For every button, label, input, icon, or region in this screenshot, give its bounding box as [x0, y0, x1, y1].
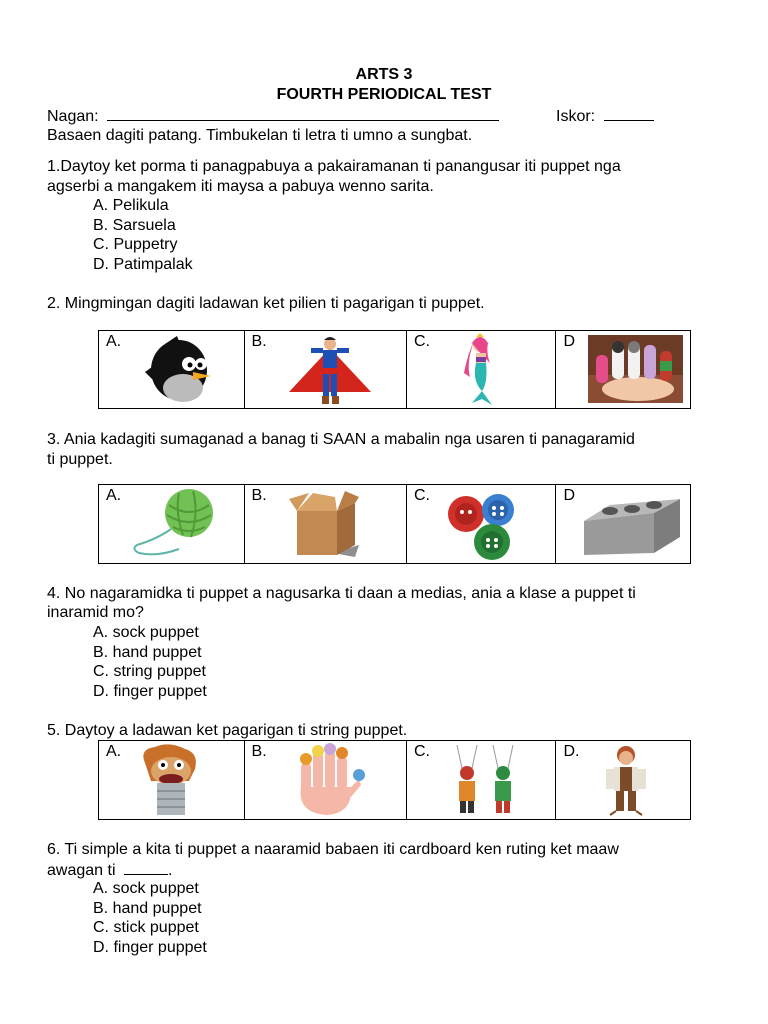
q5-image-table	[98, 740, 691, 820]
q5-choice-b[interactable]	[245, 741, 407, 819]
q3-image-table	[98, 484, 691, 564]
q2-label-d: D	[563, 333, 576, 350]
wooden-puppet-icon	[596, 743, 656, 817]
q4-option-c[interactable]: C. string puppet	[93, 663, 206, 680]
q2-label-a: A.	[106, 333, 122, 350]
q3-label-b: B.	[251, 487, 267, 504]
q5-label-d: D.	[563, 743, 580, 760]
q2-choice-d[interactable]	[556, 331, 690, 408]
q6-option-c[interactable]: C. stick puppet	[93, 919, 199, 936]
q6-option-d[interactable]: D. finger puppet	[93, 939, 207, 956]
q6-option-a[interactable]: A. sock puppet	[93, 880, 199, 897]
string-puppets-icon	[447, 743, 527, 817]
q3-choice-b[interactable]	[245, 485, 407, 563]
finger-puppets-hand-icon	[287, 743, 367, 817]
concrete-block-icon	[582, 491, 682, 557]
q4-option-b[interactable]: B. hand puppet	[93, 644, 202, 661]
q1-text-line2: agserbi a mangakem iti maysa a pabuya wenno sarita.	[47, 178, 434, 195]
q5-text: 5. Daytoy a ladawan ket pagarigan ti string puppet.	[47, 722, 408, 739]
q2-text: 2. Mingmingan dagiti ladawan ket pilien ti pagarigan ti puppet.	[47, 295, 485, 312]
q4-option-a[interactable]: A. sock puppet	[93, 624, 199, 641]
score-blank[interactable]	[604, 106, 654, 121]
finger-puppets-photo-icon	[588, 335, 683, 403]
q3-label-d: D	[563, 487, 576, 504]
q5-choice-a[interactable]	[99, 741, 245, 819]
q3-choice-c[interactable]	[407, 485, 557, 563]
q2-label-c: C.	[413, 333, 430, 350]
name-blank[interactable]	[107, 106, 499, 121]
q2-choice-b[interactable]	[245, 331, 407, 408]
q3-text-line2: ti puppet.	[47, 451, 113, 468]
q6-option-b[interactable]: B. hand puppet	[93, 900, 202, 917]
test-title: ARTS 3	[355, 66, 413, 83]
q4-text-line1: 4. No nagaramidka ti puppet a nagusarka ti daan a medias, ania a klase a puppet ti	[47, 585, 636, 602]
score-label: Iskor:	[556, 108, 596, 125]
q6-line2-prefix: awagan ti	[47, 862, 116, 879]
q1-option-c[interactable]: C. Puppetry	[93, 236, 178, 253]
buttons-icon	[444, 488, 524, 562]
q2-image-table	[98, 330, 691, 409]
q1-option-d[interactable]: D. Patimpalak	[93, 256, 193, 273]
sock-puppet-icon	[135, 743, 205, 817]
q1-option-b[interactable]: B. Sarsuela	[93, 217, 176, 234]
score-line	[556, 106, 654, 127]
mermaid-icon	[452, 333, 512, 409]
yarn-ball-icon	[127, 489, 227, 561]
q1-text-line1: 1.Daytoy ket porma ti panagpabuya a pakairamanan ti panangusar iti puppet nga	[47, 158, 621, 175]
q4-text-line2: inaramid mo?	[47, 604, 144, 621]
q3-label-a: A.	[106, 487, 122, 504]
q2-choice-c[interactable]	[407, 331, 557, 408]
penguin-bird-icon	[137, 334, 217, 404]
name-line	[47, 106, 499, 127]
q6-text-line2	[47, 860, 172, 881]
superhero-icon	[285, 334, 375, 408]
q5-label-b: B.	[251, 743, 267, 760]
instructions: Basaen dagiti patang. Timbukelan ti letra ti umno a sungbat.	[47, 127, 473, 144]
q5-choice-d[interactable]	[556, 741, 690, 819]
q3-text-line1: 3. Ania kadagiti sumaganad a banag ti SAAN a mabalin nga usaren ti panagaramid	[47, 431, 635, 448]
q2-choice-a[interactable]	[99, 331, 245, 408]
q4-option-d[interactable]: D. finger puppet	[93, 683, 207, 700]
q6-text-line1: 6. Ti simple a kita ti puppet a naaramid babaen iti cardboard ken ruting ket maaw	[47, 841, 619, 858]
cardboard-box-icon	[287, 487, 367, 561]
q6-line2-suffix: .	[167, 862, 173, 879]
q1-option-a[interactable]: A. Pelikula	[93, 197, 169, 214]
q5-label-a: A.	[106, 743, 122, 760]
q6-answer-blank[interactable]	[124, 860, 168, 875]
q5-label-c: C.	[413, 743, 430, 760]
q3-label-c: C.	[413, 487, 430, 504]
q5-choice-c[interactable]	[407, 741, 557, 819]
q3-choice-d[interactable]	[556, 485, 690, 563]
test-subtitle: FOURTH PERIODICAL TEST	[276, 86, 492, 103]
name-label: Nagan:	[47, 108, 99, 125]
q2-label-b: B.	[251, 333, 267, 350]
q3-choice-a[interactable]	[99, 485, 245, 563]
